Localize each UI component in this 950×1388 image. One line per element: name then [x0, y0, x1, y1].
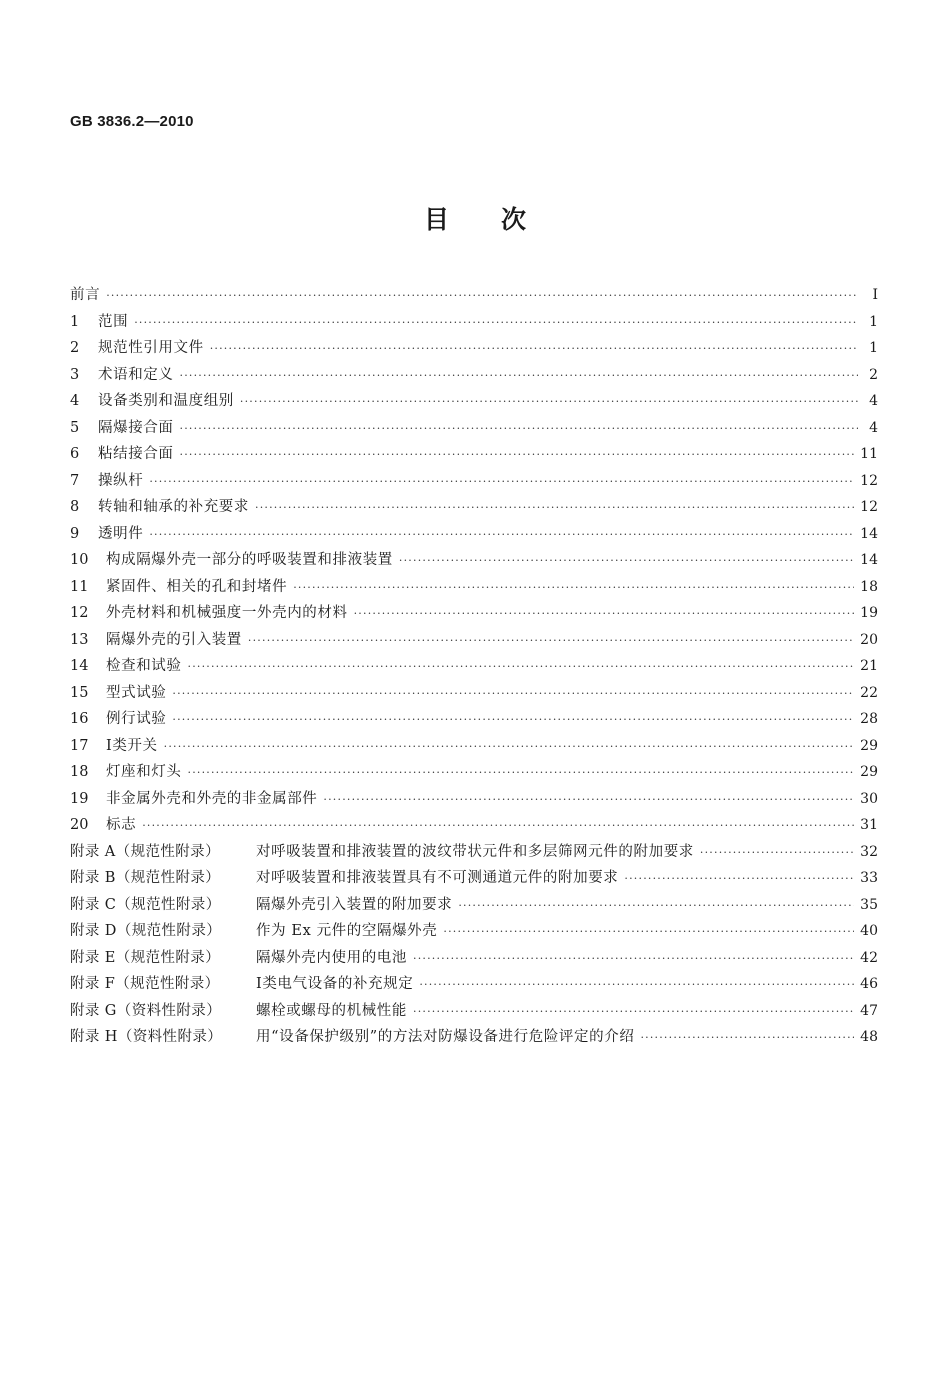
toc-entry[interactable]: [70, 310, 878, 337]
toc-section-number: 14: [70, 658, 89, 674]
toc-dot-leader: [106, 289, 858, 302]
toc-dot-leader: [413, 952, 854, 965]
toc-page-number: 11: [860, 446, 878, 462]
toc-page-number: 22: [860, 684, 878, 701]
toc-page-number: 20: [860, 631, 878, 648]
toc-dot-leader: [188, 766, 855, 779]
toc-entry-label: 粘结接合面: [98, 446, 174, 462]
toc-entry[interactable]: [70, 522, 878, 549]
toc-entry[interactable]: [70, 893, 878, 920]
toc-page-number: 29: [860, 764, 878, 780]
toc-entry-label: 作为 Ex 元件的空隔爆外壳: [256, 923, 438, 939]
toc-entry[interactable]: [70, 336, 878, 363]
toc-page-number: 21: [860, 658, 878, 674]
toc-page-number: 28: [860, 711, 878, 727]
toc-entry-label: 构成隔爆外壳一部分的呼吸装置和排液装置: [106, 552, 393, 568]
toc-entry-label: 紧固件、相关的孔和封堵件: [106, 578, 288, 595]
toc-section-number: 13: [70, 631, 89, 648]
toc-page-number: 18: [860, 578, 878, 595]
toc-dot-leader: [134, 316, 858, 329]
toc-dot-leader: [142, 819, 854, 832]
toc-entry-label: 隔爆接合面: [98, 419, 174, 436]
toc-dot-leader: [255, 501, 854, 514]
toc-dot-leader: [419, 978, 854, 991]
toc-page-number: 12: [860, 499, 878, 515]
toc-page-number: Ⅰ: [872, 287, 878, 303]
toc-entry-label: Ⅰ类开关: [106, 737, 158, 754]
toc-entry-label: 型式试验: [106, 684, 167, 701]
toc-page-number: 31: [860, 817, 878, 833]
toc-entry-label: 隔爆外壳引入装置的附加要求: [256, 896, 453, 913]
toc-dot-leader: [248, 634, 854, 647]
toc-page-number: 40: [860, 923, 878, 939]
toc-appendix-prefix: 附录 G（资料性附录）: [70, 1002, 222, 1019]
toc-entry[interactable]: [70, 707, 878, 734]
toc-appendix-prefix: 附录 D（规范性附录）: [70, 923, 222, 939]
toc-entry-label: 标志: [106, 817, 137, 833]
toc-entry[interactable]: [70, 866, 878, 893]
toc-dot-leader: [180, 422, 859, 435]
toc-dot-leader: [293, 581, 854, 594]
toc-entry-label: 非金属外壳和外壳的非金属部件: [106, 790, 318, 807]
toc-dot-leader: [399, 554, 854, 567]
toc-section-number: 19: [70, 790, 89, 807]
toc-page-number: 12: [860, 472, 878, 489]
toc-dot-leader: [149, 528, 854, 541]
toc-dot-leader: [210, 342, 858, 355]
toc-entry[interactable]: [70, 840, 878, 867]
toc-section-number: 17: [70, 737, 89, 754]
toc-dot-leader: [188, 660, 855, 673]
toc-page-number: 35: [860, 896, 878, 913]
toc-entry[interactable]: [70, 919, 878, 946]
toc-section-number: 8: [70, 499, 80, 515]
toc-section-number: 10: [70, 552, 89, 568]
toc-entry[interactable]: [70, 734, 878, 761]
toc-dot-leader: [172, 713, 854, 726]
toc-page-number: 14: [860, 552, 878, 568]
toc-page-number: 48: [860, 1029, 878, 1045]
toc-page-number: 33: [860, 870, 878, 886]
toc-page-number: 42: [860, 949, 878, 966]
toc-entry-label: 范围: [98, 313, 129, 330]
toc-section-number: 18: [70, 764, 89, 780]
table-of-contents: [70, 283, 878, 1052]
toc-entry[interactable]: [70, 681, 878, 708]
toc-page-number: 32: [860, 843, 878, 860]
toc-page-number: 4: [869, 419, 878, 436]
toc-entry-label: 术语和定义: [98, 366, 174, 383]
toc-entry[interactable]: [70, 575, 878, 602]
toc-entry[interactable]: [70, 416, 878, 443]
toc-entry-label: 例行试验: [106, 711, 167, 727]
toc-entry-label: 对呼吸装置和排液装置的波纹带状元件和多层筛网元件的附加要求: [256, 843, 694, 860]
toc-page-number: 1: [869, 340, 878, 356]
toc-appendix-prefix: 附录 C（规范性附录）: [70, 896, 221, 913]
toc-entry[interactable]: [70, 628, 878, 655]
toc-page-number: 30: [860, 790, 878, 807]
standard-code: GB 3836.2—2010: [70, 113, 194, 130]
toc-entry-label: 外壳材料和机械强度一外壳内的材料: [106, 605, 348, 621]
toc-entry[interactable]: [70, 389, 878, 416]
toc-section-number: 20: [70, 817, 89, 833]
toc-section-number: 11: [70, 578, 89, 595]
toc-entry-label: 透明件: [98, 525, 144, 542]
toc-entry[interactable]: [70, 601, 878, 628]
toc-entry-label: 用“设备保护级别”的方法对防爆设备进行危险评定的介绍: [256, 1029, 635, 1045]
toc-entry-label: 前言: [70, 287, 101, 303]
toc-section-number: 15: [70, 684, 89, 701]
toc-entry-label: 检查和试验: [106, 658, 182, 674]
toc-section-number: 12: [70, 605, 89, 621]
toc-page-number: 19: [860, 605, 878, 621]
toc-entry-label: Ⅰ类电气设备的补充规定: [256, 976, 414, 992]
toc-dot-leader: [180, 448, 855, 461]
toc-entry[interactable]: [70, 946, 878, 973]
toc-section-number: 1: [70, 313, 80, 330]
toc-entry-label: 规范性引用文件: [98, 340, 204, 356]
toc-appendix-prefix: 附录 E（规范性附录）: [70, 949, 221, 966]
toc-appendix-prefix: 附录 H（资料性附录）: [70, 1029, 223, 1045]
toc-dot-leader: [323, 793, 854, 806]
toc-page-number: 4: [869, 393, 878, 409]
toc-entry-label: 灯座和灯头: [106, 764, 182, 780]
toc-entry[interactable]: [70, 972, 878, 999]
toc-page-number: 14: [860, 525, 878, 542]
toc-entry[interactable]: [70, 283, 878, 310]
toc-dot-leader: [640, 1031, 854, 1044]
toc-page-number: 29: [860, 737, 878, 754]
toc-dot-leader: [413, 1005, 854, 1018]
toc-section-number: 3: [70, 366, 80, 383]
toc-entry[interactable]: [70, 363, 878, 390]
toc-entry[interactable]: [70, 1025, 878, 1052]
toc-dot-leader: [240, 395, 858, 408]
toc-section-number: 9: [70, 525, 80, 542]
toc-entry[interactable]: [70, 654, 878, 681]
toc-page-number: 47: [860, 1002, 878, 1019]
toc-section-number: 6: [70, 446, 80, 462]
toc-entry[interactable]: [70, 442, 878, 469]
toc-dot-leader: [149, 475, 854, 488]
toc-entry[interactable]: [70, 469, 878, 496]
toc-dot-leader: [180, 369, 859, 382]
toc-section-number: 16: [70, 711, 89, 727]
toc-dot-leader: [458, 899, 854, 912]
toc-entry-label: 隔爆外壳的引入装置: [106, 631, 242, 648]
toc-entry[interactable]: [70, 760, 878, 787]
toc-dot-leader: [700, 846, 854, 859]
toc-page-number: 1: [869, 313, 878, 330]
toc-section-number: 2: [70, 340, 80, 356]
toc-entry[interactable]: [70, 813, 878, 840]
toc-dot-leader: [164, 740, 855, 753]
toc-appendix-prefix: 附录 F（规范性附录）: [70, 976, 220, 992]
toc-dot-leader: [172, 687, 854, 700]
toc-entry[interactable]: [70, 548, 878, 575]
page-title: 目次: [423, 205, 578, 234]
toc-entry-label: 操纵杆: [98, 472, 144, 489]
toc-page-number: 46: [860, 976, 878, 992]
toc-entry[interactable]: [70, 999, 878, 1026]
toc-section-number: 5: [70, 419, 80, 436]
toc-dot-leader: [443, 925, 854, 938]
toc-dot-leader: [354, 607, 855, 620]
toc-section-number: 4: [70, 393, 80, 409]
toc-page-number: 2: [869, 366, 878, 383]
toc-entry-label: 隔爆外壳内使用的电池: [256, 949, 407, 966]
toc-entry[interactable]: [70, 495, 878, 522]
toc-dot-leader: [624, 872, 854, 885]
toc-entry-label: 螺栓或螺母的机械性能: [256, 1002, 407, 1019]
toc-entry-label: 对呼吸装置和排液装置具有不可测通道元件的附加要求: [256, 870, 619, 886]
toc-entry-label: 设备类别和温度组别: [98, 393, 234, 409]
toc-appendix-prefix: 附录 B（规范性附录）: [70, 870, 221, 886]
toc-entry[interactable]: [70, 787, 878, 814]
toc-entry-label: 转轴和轴承的补充要求: [98, 499, 249, 515]
toc-appendix-prefix: 附录 A（规范性附录）: [70, 843, 220, 860]
toc-section-number: 7: [70, 472, 80, 489]
